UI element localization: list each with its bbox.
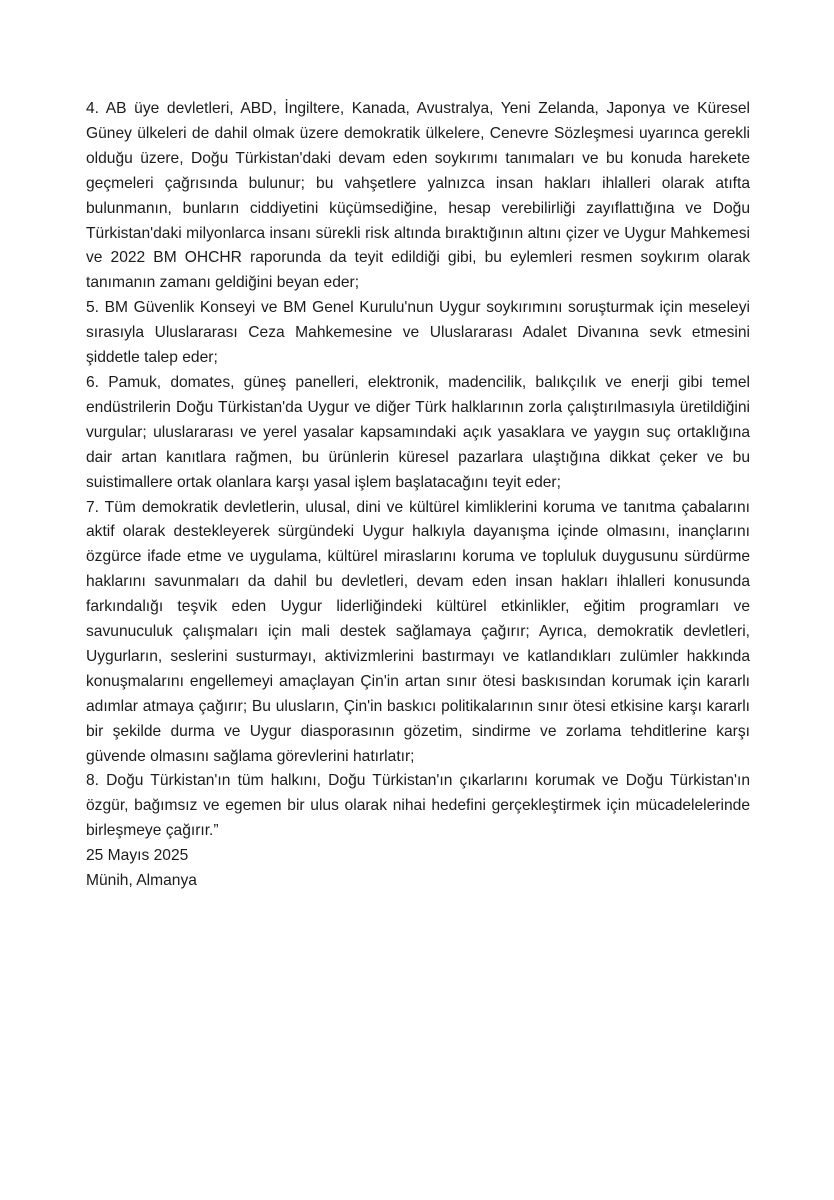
document-place: Münih, Almanya — [86, 872, 197, 890]
document-date: 25 Mayıs 2025 — [86, 847, 189, 865]
paragraph-7: 7. Tüm demokratik devletlerin, ulusal, dini ve kültürel kimliklerini koruma ve tanıtma çabalarını aktif olarak destekleyerek sürgündeki Uygur halkıyla dayanışma içinde olmasını, inançlarını özgürce ifade etme ve uygulama, kültürel miraslarını koruma ve topluluk duygusunu sürdürme haklarını savunmaları da dahil bu devletleri, devam eden insan hakları ihlalleri konusunda farkındalığı teşvik eden Uygur liderliğindeki kültürel etkinlikler, eğitim programları ve savunuculuk çalışmaları için mali destek sağlamaya çağırır; Ayrıca, demokratik devletleri, Uygurların, seslerini susturmayı, aktivizmlerini bastırmayı ve katlandıkları zulümler hakkında konuşmalarını engellemeyi amaçlayan Çin'in artan sınır ötesi baskısından korumak için kararlı adımlar atmaya çağırır; Bu ulusların, Çin'in baskıcı politikalarının sınır ötesi etkisine karşı kararlı bir şekilde durma ve Uygur diasporasının gözetim, sindirme ve zorlama tehditlerine karşı güvende olmasını sağlama görevlerini hatırlatır; — [86, 498, 750, 765]
paragraph-4: 4. AB üye devletleri, ABD, İngiltere, Kanada, Avustralya, Yeni Zelanda, Japonya ve Küresel Güney ülkeleri de dahil olmak üzere demokratik ülkelere, Cenevre Sözleşmesi uyarınca gerekli olduğu üzere, Doğu Türkistan'daki devam eden soykırımı tanımaları ve bu konuda harekete geçmeleri çağrısında bulunur; bu vahşetlere yalnızca insan hakları ihlalleri olarak atıfta bulunmanın, bunların ciddiyetini küçümsediğine, hesap verebilirliği zayıflattığına ve Doğu Türkistan'daki milyonlarca insanı sürekli risk altında bıraktığının altını çizer ve Uygur Mahkemesi ve 2022 BM OHCHR raporunda da teyit edildiği gibi, bu eylemleri resmen soykırım olarak tanımanın zamanı geldiğini beyan eder; — [86, 100, 750, 292]
paragraph-6: 6. Pamuk, domates, güneş panelleri, elektronik, madencilik, balıkçılık ve enerji gibi temel endüstrilerin Doğu Türkistan'da Uygur ve diğer Türk halklarının zorla çalıştırılmasıyla üretildiğini vurgular; uluslararası ve yerel yasalar kapsamındaki açık yasaklara ve yaygın suç ortaklığına dair artan kanıtlara rağmen, bu ürünlerin küresel pazarlara ulaştığına dikkat çeker ve bu suistimallere ortak olanlara karşı yasal işlem başlatacağını teyit eder; — [86, 373, 750, 491]
paragraph-5: 5. BM Güvenlik Konseyi ve BM Genel Kurulu'nun Uygur soykırımını soruşturmak için meseleyi sırasıyla Uluslararası Ceza Mahkemesine ve Uluslararası Adalet Divanına sevk etmesini şiddetle talep eder; — [86, 299, 750, 367]
document-page — [86, 97, 750, 894]
paragraph-8: 8. Doğu Türkistan'ın tüm halkını, Doğu Türkistan'ın çıkarlarını korumak ve Doğu Türkistan'ın özgür, bağımsız ve egemen bir ulus olarak nihai hedefini gerçekleştirmek için mücadelelerinde birleşmeye çağırır.” — [86, 772, 750, 840]
